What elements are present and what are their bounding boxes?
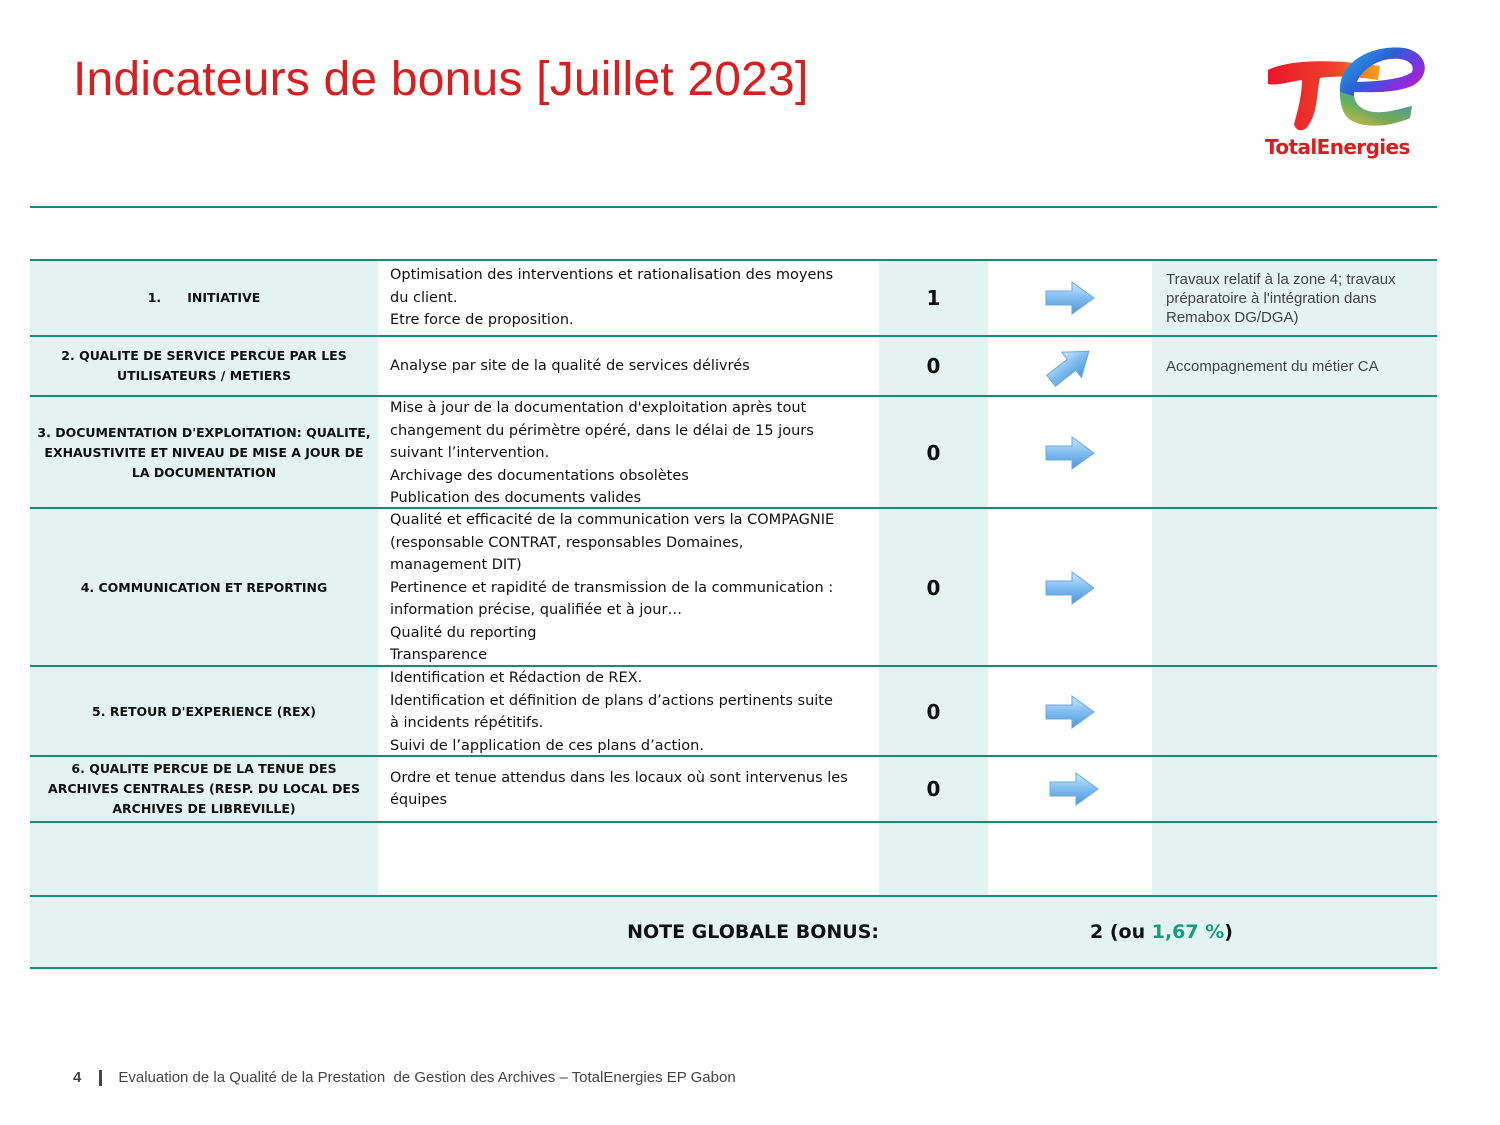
- arrow-up-right-icon: [1036, 333, 1105, 399]
- indicator-comment: [1152, 667, 1437, 757]
- indicator-description: Mise à jour de la documentation d'exploitation après tout changement du périmètre opéré, dans le délai de 15 jours suivant l’intervention. Archivage des documentations obsolètes Publication des documents valides: [378, 397, 879, 510]
- table-row: [30, 665, 1437, 755]
- indicator-comment: Travaux relatif à la zone 4; travaux préparatoire à l'intégration dans Remabox DG/DGA): [1152, 261, 1437, 335]
- header-divider: [30, 206, 1437, 208]
- empty-cell: [30, 823, 378, 895]
- indicator-name: 3. DOCUMENTATION D'EXPLOITATION: QUALITE, EXHAUSTIVITE ET NIVEAU DE MISE A JOUR DE LA DOCUMENTATION: [30, 397, 378, 510]
- indicator-comment: Accompagnement du métier CA: [1152, 337, 1437, 395]
- indicator-score: 1: [879, 261, 988, 335]
- indicator-score: 0: [879, 757, 988, 821]
- page-title: Indicateurs de bonus [Juillet 2023]: [73, 53, 809, 106]
- empty-cell: [879, 823, 988, 895]
- empty-cell: [378, 823, 879, 895]
- empty-cell: [988, 823, 1152, 895]
- indicator-score: 0: [879, 509, 988, 667]
- table-row: [30, 259, 1437, 335]
- trend-cell: [988, 337, 1152, 395]
- total-row: [30, 895, 1437, 969]
- footer-text: Evaluation de la Qualité de la Prestation de Gestion des Archives – TotalEnergies EP Gabon: [118, 1069, 736, 1086]
- indicator-score: 0: [879, 397, 988, 510]
- indicator-score: 0: [879, 667, 988, 757]
- indicator-name: 4. COMMUNICATION ET REPORTING: [30, 509, 378, 667]
- indicator-comment: [1152, 509, 1437, 667]
- indicator-name: 2. QUALITE DE SERVICE PERCUE PAR LES UTILISATEURS / METIERS: [30, 337, 378, 395]
- trend-cell: [988, 261, 1152, 335]
- indicator-description: Optimisation des interventions et rationalisation des moyens du client. Etre force de proposition.: [378, 261, 879, 335]
- footer: [73, 1069, 736, 1086]
- table-row: [30, 755, 1437, 821]
- bonus-table: [30, 259, 1437, 895]
- trend-cell: [988, 509, 1152, 667]
- indicator-name: 1. INITIATIVE: [30, 261, 378, 335]
- table-row: [30, 335, 1437, 395]
- trend-cell: [988, 397, 1152, 510]
- arrow-right-icon: [1046, 769, 1102, 809]
- arrow-right-icon: [1042, 692, 1098, 732]
- logo-wordmark: TotalEnergies: [1265, 135, 1410, 159]
- indicator-name: 6. QUALITE PERCUE DE LA TENUE DES ARCHIVES CENTRALES (RESP. DU LOCAL DES ARCHIVES DE LIBREVILLE): [30, 757, 378, 821]
- table-row-empty: [30, 821, 1437, 895]
- table-row: [30, 395, 1437, 507]
- indicator-name: 5. RETOUR D'EXPERIENCE (REX): [30, 667, 378, 757]
- indicator-description: Analyse par site de la qualité de services délivrés: [378, 337, 879, 395]
- arrow-right-icon: [1042, 433, 1098, 473]
- indicator-comment: [1152, 757, 1437, 821]
- trend-cell: [988, 667, 1152, 757]
- indicator-comment: [1152, 397, 1437, 510]
- arrow-right-icon: [1042, 278, 1098, 318]
- trend-cell: [988, 757, 1152, 821]
- indicator-score: 0: [879, 337, 988, 395]
- table-row: [30, 507, 1437, 665]
- total-percent: 1,67 %: [1151, 921, 1225, 943]
- indicator-description: Ordre et tenue attendus dans les locaux où sont intervenus les équipes: [378, 757, 879, 821]
- arrow-right-icon: [1042, 568, 1098, 608]
- page-number: 4: [73, 1069, 82, 1086]
- empty-cell: [1152, 823, 1437, 895]
- indicator-description: Qualité et efficacité de la communication vers la COMPAGNIE (responsable CONTRAT, responsables Domaines, management DIT) Pertinence et rapidité de transmission de la communication : information précise, qualifiée et à jour… Qualité du reporting Transparence: [378, 509, 879, 667]
- indicator-description: Identification et Rédaction de REX. Identification et définition de plans d’actions pertinents suite à incidents répétitifs. Suivi de l’application de ces plans d’action.: [378, 667, 879, 757]
- total-label: NOTE GLOBALE BONUS:: [627, 921, 879, 943]
- total-value: 2 (ou 1,67 % ): [1090, 921, 1233, 943]
- footer-divider: [99, 1070, 102, 1086]
